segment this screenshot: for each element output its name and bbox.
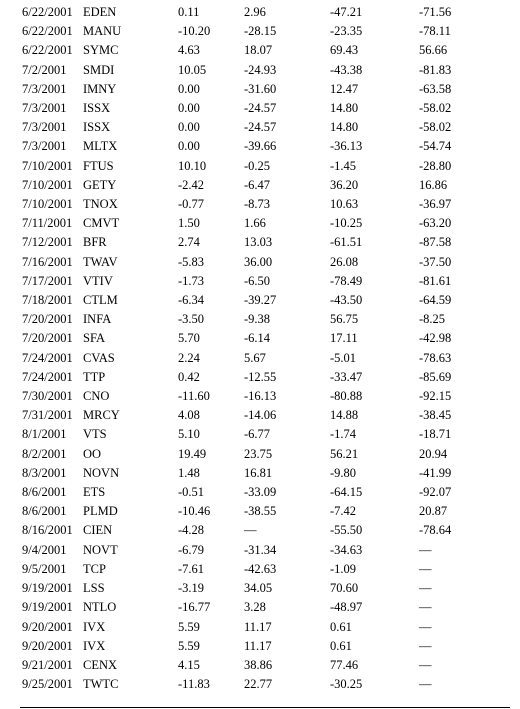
table-row [20, 253, 510, 272]
return-cell-3: -48.97 [330, 600, 363, 615]
ticker-cell: PLMD [83, 504, 118, 519]
return-cell-3: -61.51 [330, 235, 363, 250]
ticker-cell: OO [83, 446, 102, 461]
ticker-cell: SFA [83, 331, 106, 346]
return-cell-2: -6.50 [244, 273, 271, 288]
table-row [20, 349, 510, 368]
table-row [20, 387, 510, 406]
ticker-cell: CMVT [83, 216, 120, 231]
date-cell: 7/3/2001 [22, 81, 67, 96]
table-row [20, 3, 510, 22]
return-cell-4: — [419, 542, 432, 557]
date-cell: 9/19/2001 [22, 600, 73, 615]
return-cell-3: -30.25 [330, 677, 363, 692]
return-cell-4: -36.97 [419, 197, 452, 212]
return-cell-2: -42.63 [244, 561, 277, 576]
return-cell-2: -0.25 [244, 158, 271, 173]
return-cell-1: 10.05 [178, 62, 207, 77]
return-cell-1: -3.19 [178, 581, 205, 596]
return-cell-4: -85.69 [419, 369, 452, 384]
return-cell-4: -78.11 [419, 24, 451, 39]
return-cell-2: -24.57 [244, 101, 277, 116]
return-cell-1: -11.83 [178, 677, 210, 692]
table-row [20, 176, 510, 195]
date-cell: 9/25/2001 [22, 677, 73, 692]
return-cell-2: -39.66 [244, 139, 277, 154]
ticker-cell: NOVT [83, 542, 118, 557]
return-cell-1: 0.00 [178, 120, 200, 135]
return-cell-3: 69.43 [330, 43, 359, 58]
return-cell-1: -6.79 [178, 542, 205, 557]
return-cell-2: -38.55 [244, 504, 277, 519]
return-cell-2: 13.03 [244, 235, 273, 250]
date-cell: 7/16/2001 [22, 254, 73, 269]
return-cell-2: -8.73 [244, 197, 271, 212]
table-row [20, 291, 510, 310]
ticker-cell: TWTC [83, 677, 119, 692]
return-cell-3: -1.09 [330, 561, 357, 576]
return-cell-2: -6.14 [244, 331, 271, 346]
return-cell-4: -81.61 [419, 273, 452, 288]
table-row [20, 99, 510, 118]
table-row [20, 118, 510, 137]
ticker-cell: CENX [83, 657, 118, 672]
return-cell-1: -4.28 [178, 523, 205, 538]
table-row [20, 137, 510, 156]
table-row [20, 214, 510, 233]
table-bottom-rule [20, 707, 510, 708]
return-cell-2: 5.67 [244, 350, 266, 365]
return-cell-3: -23.35 [330, 24, 363, 39]
return-cell-1: -5.83 [178, 254, 205, 269]
return-cell-1: 4.63 [178, 43, 200, 58]
return-cell-1: 4.15 [178, 657, 200, 672]
return-cell-1: -16.77 [178, 600, 211, 615]
return-cell-4: -38.45 [419, 408, 452, 423]
table-row [20, 310, 510, 329]
table-row [20, 598, 510, 617]
return-cell-3: 0.61 [330, 638, 352, 653]
return-cell-3: -78.49 [330, 273, 363, 288]
ticker-cell: SYMC [83, 43, 119, 58]
return-cell-3: -1.45 [330, 158, 357, 173]
date-cell: 7/30/2001 [22, 389, 73, 404]
return-cell-2: 11.17 [244, 638, 272, 653]
return-cell-4: — [419, 600, 432, 615]
table-row [20, 41, 510, 60]
return-cell-3: 56.21 [330, 446, 359, 461]
return-cell-3: 17.11 [330, 331, 358, 346]
date-cell: 7/3/2001 [22, 101, 67, 116]
return-cell-1: 4.08 [178, 408, 200, 423]
return-cell-1: 0.11 [178, 5, 200, 19]
return-cell-4: -28.80 [419, 158, 452, 173]
return-cell-4: -54.74 [419, 139, 452, 154]
ticker-cell: TNOX [83, 197, 118, 212]
ticker-cell: VTS [83, 427, 107, 442]
date-cell: 9/5/2001 [22, 561, 67, 576]
return-cell-4: 16.86 [419, 177, 448, 192]
ticker-cell: IVX [83, 619, 106, 634]
return-cell-1: 0.00 [178, 81, 200, 96]
table-row [20, 618, 510, 637]
return-cell-1: 1.48 [178, 465, 200, 480]
return-cell-1: -7.61 [178, 561, 205, 576]
return-cell-1: -0.51 [178, 485, 205, 500]
ticker-cell: ISSX [83, 120, 111, 135]
return-cell-3: 10.63 [330, 197, 359, 212]
return-cell-3: -64.15 [330, 485, 363, 500]
return-cell-1: -10.46 [178, 504, 211, 519]
date-cell: 9/20/2001 [22, 619, 73, 634]
ticker-cell: IVX [83, 638, 106, 653]
return-cell-3: 14.80 [330, 101, 359, 116]
return-cell-3: 14.88 [330, 408, 359, 423]
return-cell-4: -92.15 [419, 389, 452, 404]
date-cell: 6/22/2001 [22, 5, 73, 19]
return-cell-2: 23.75 [244, 446, 273, 461]
table-body [20, 3, 510, 694]
return-cell-2: 16.81 [244, 465, 273, 480]
return-cell-4: -63.58 [419, 81, 452, 96]
return-cell-1: -11.60 [178, 389, 210, 404]
return-cell-4: — [419, 677, 432, 692]
return-cell-2: 36.00 [244, 254, 273, 269]
ticker-cell: EDEN [83, 5, 117, 19]
return-cell-3: -47.21 [330, 5, 363, 19]
return-cell-3: -7.42 [330, 504, 357, 519]
table-row [20, 521, 510, 540]
date-cell: 7/18/2001 [22, 293, 73, 308]
return-cell-4: -41.99 [419, 465, 452, 480]
table-row [20, 61, 510, 80]
return-cell-4: -37.50 [419, 254, 452, 269]
ticker-cell: FTUS [83, 158, 114, 173]
table-row [20, 233, 510, 252]
return-cell-2: -33.09 [244, 485, 277, 500]
date-cell: 7/10/2001 [22, 158, 73, 173]
return-cell-4: 56.66 [419, 43, 448, 58]
return-cell-3: -55.50 [330, 523, 363, 538]
return-cell-4: -42.98 [419, 331, 452, 346]
date-cell: 8/6/2001 [22, 485, 67, 500]
table-row [20, 541, 510, 560]
ticker-cell: SMDI [83, 62, 115, 77]
return-cell-2: 22.77 [244, 677, 273, 692]
return-cell-3: -34.63 [330, 542, 363, 557]
return-cell-1: 5.10 [178, 427, 200, 442]
return-cell-4: -92.07 [419, 485, 452, 500]
return-cell-3: 70.60 [330, 581, 359, 596]
return-cell-3: -43.50 [330, 293, 363, 308]
return-cell-1: 2.74 [178, 235, 200, 250]
return-cell-2: 2.96 [244, 5, 266, 19]
return-cell-1: 5.70 [178, 331, 200, 346]
return-cell-4: — [419, 581, 432, 596]
date-cell: 6/22/2001 [22, 24, 73, 39]
date-cell: 9/21/2001 [22, 657, 73, 672]
date-cell: 7/10/2001 [22, 177, 73, 192]
return-cell-3: -1.74 [330, 427, 357, 442]
return-cell-2: — [244, 523, 257, 538]
date-cell: 8/1/2001 [22, 427, 67, 442]
return-cell-3: -10.25 [330, 216, 363, 231]
return-cell-3: -5.01 [330, 350, 357, 365]
return-cell-2: 3.28 [244, 600, 266, 615]
return-cell-4: -87.58 [419, 235, 452, 250]
return-cell-2: -14.06 [244, 408, 277, 423]
return-cell-1: 0.00 [178, 139, 200, 154]
return-cell-2: -31.34 [244, 542, 277, 557]
return-cell-1: 0.42 [178, 369, 200, 384]
return-cell-4: -78.63 [419, 350, 452, 365]
return-cell-1: -1.73 [178, 273, 205, 288]
ticker-cell: ETS [83, 485, 106, 500]
return-cell-3: 26.08 [330, 254, 359, 269]
date-cell: 7/3/2001 [22, 120, 67, 135]
return-cell-4: -78.64 [419, 523, 452, 538]
table-row [20, 329, 510, 348]
return-cell-4: -71.56 [419, 5, 452, 19]
return-cell-4: -58.02 [419, 120, 452, 135]
return-cell-1: 10.10 [178, 158, 207, 173]
table-row [20, 579, 510, 598]
return-cell-1: -3.50 [178, 312, 205, 327]
table-row [20, 80, 510, 99]
date-cell: 7/11/2001 [22, 216, 73, 231]
return-cell-4: — [419, 638, 432, 653]
return-cell-1: -10.20 [178, 24, 211, 39]
ticker-cell: TTP [83, 369, 106, 384]
date-cell: 7/17/2001 [22, 273, 73, 288]
table-row [20, 464, 510, 483]
return-cell-4: 20.87 [419, 504, 448, 519]
return-cell-4: -58.02 [419, 101, 452, 116]
table-row [20, 368, 510, 387]
return-cell-4: -64.59 [419, 293, 452, 308]
return-cell-3: 77.46 [330, 657, 359, 672]
return-cell-2: -6.77 [244, 427, 271, 442]
date-cell: 6/22/2001 [22, 43, 73, 58]
return-cell-2: -16.13 [244, 389, 277, 404]
return-cell-2: 38.86 [244, 657, 273, 672]
table-row [20, 483, 510, 502]
return-cell-4: — [419, 619, 432, 634]
return-cell-2: 18.07 [244, 43, 273, 58]
return-cell-3: 14.80 [330, 120, 359, 135]
ticker-cell: VTIV [83, 273, 113, 288]
return-cell-2: -28.15 [244, 24, 277, 39]
table-row [20, 425, 510, 444]
table-row [20, 157, 510, 176]
table-row [20, 637, 510, 656]
date-cell: 7/20/2001 [22, 312, 73, 327]
return-cell-3: 36.20 [330, 177, 359, 192]
ticker-cell: IMNY [83, 81, 117, 96]
table-row [20, 445, 510, 464]
date-cell: 9/19/2001 [22, 581, 73, 596]
date-cell: 7/10/2001 [22, 197, 73, 212]
ticker-cell: LSS [83, 581, 105, 596]
table-row [20, 560, 510, 579]
ticker-cell: MANU [83, 24, 122, 39]
table-row [20, 656, 510, 675]
return-cell-3: -9.80 [330, 465, 357, 480]
table-row [20, 195, 510, 214]
ticker-cell: TCP [83, 561, 106, 576]
date-cell: 7/24/2001 [22, 369, 73, 384]
date-cell: 7/12/2001 [22, 235, 73, 250]
return-cell-3: -36.13 [330, 139, 363, 154]
return-cell-3: -80.88 [330, 389, 363, 404]
table-row [20, 272, 510, 291]
ticker-cell: CIEN [83, 523, 113, 538]
return-cell-1: -6.34 [178, 293, 205, 308]
date-cell: 9/4/2001 [22, 542, 67, 557]
date-cell: 9/20/2001 [22, 638, 73, 653]
return-cell-4: 20.94 [419, 446, 448, 461]
return-cell-1: 1.50 [178, 216, 200, 231]
return-cell-1: -2.42 [178, 177, 205, 192]
return-cell-3: -43.38 [330, 62, 363, 77]
return-cell-4: -18.71 [419, 427, 452, 442]
table-row [20, 502, 510, 521]
return-cell-3: 56.75 [330, 312, 359, 327]
date-cell: 8/3/2001 [22, 465, 67, 480]
stock-returns-table [20, 3, 510, 694]
return-cell-3: 12.47 [330, 81, 359, 96]
return-cell-2: -24.93 [244, 62, 277, 77]
return-cell-4: -8.25 [419, 312, 446, 327]
date-cell: 7/20/2001 [22, 331, 73, 346]
date-cell: 8/2/2001 [22, 446, 67, 461]
table-row [20, 22, 510, 41]
return-cell-2: -24.57 [244, 120, 277, 135]
ticker-cell: MLTX [83, 139, 118, 154]
return-cell-2: 34.05 [244, 581, 273, 596]
table-row [20, 675, 510, 694]
ticker-cell: TWAV [83, 254, 118, 269]
date-cell: 7/2/2001 [22, 62, 67, 77]
return-cell-4: — [419, 561, 432, 576]
return-cell-1: 5.59 [178, 638, 200, 653]
ticker-cell: MRCY [83, 408, 120, 423]
ticker-cell: NOVN [83, 465, 120, 480]
table-row [20, 406, 510, 425]
return-cell-2: -9.38 [244, 312, 271, 327]
ticker-cell: CTLM [83, 293, 118, 308]
return-cell-2: -31.60 [244, 81, 277, 96]
return-cell-2: -39.27 [244, 293, 277, 308]
ticker-cell: INFA [83, 312, 112, 327]
return-cell-3: -33.47 [330, 369, 363, 384]
return-cell-2: 11.17 [244, 619, 272, 634]
return-cell-4: -63.20 [419, 216, 452, 231]
return-cell-4: -81.83 [419, 62, 452, 77]
date-cell: 7/31/2001 [22, 408, 73, 423]
ticker-cell: ISSX [83, 101, 111, 116]
date-cell: 8/6/2001 [22, 504, 67, 519]
ticker-cell: GETY [83, 177, 117, 192]
return-cell-1: 19.49 [178, 446, 207, 461]
return-cell-1: 2.24 [178, 350, 200, 365]
return-cell-1: 0.00 [178, 101, 200, 116]
return-cell-2: -12.55 [244, 369, 277, 384]
ticker-cell: CVAS [83, 350, 115, 365]
return-cell-2: -6.47 [244, 177, 271, 192]
ticker-cell: BFR [83, 235, 107, 250]
return-cell-1: 5.59 [178, 619, 200, 634]
return-cell-1: -0.77 [178, 197, 205, 212]
return-cell-3: 0.61 [330, 619, 352, 634]
date-cell: 7/3/2001 [22, 139, 67, 154]
return-cell-4: — [419, 657, 432, 672]
return-cell-2: 1.66 [244, 216, 266, 231]
ticker-cell: CNO [83, 389, 110, 404]
date-cell: 8/16/2001 [22, 523, 73, 538]
date-cell: 7/24/2001 [22, 350, 73, 365]
ticker-cell: NTLO [83, 600, 117, 615]
